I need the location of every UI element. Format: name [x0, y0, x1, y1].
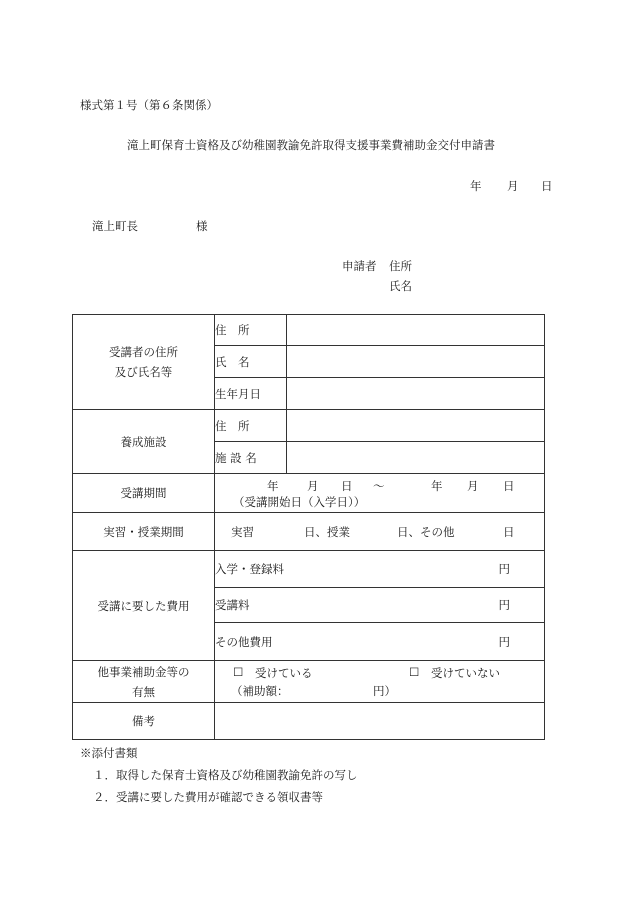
attachments-section [80, 742, 358, 808]
subsidy-amount-end: 円） [373, 683, 396, 698]
remarks-label: 備考 [73, 703, 215, 740]
applicant-name-label: 氏名 [389, 279, 412, 293]
practice-other-text: 日、その他 [397, 524, 455, 539]
attachments-heading: ※添付書類 [80, 746, 138, 760]
subsidy-label-line2: 有無 [132, 684, 155, 699]
applicant-address-label: 住所 [389, 259, 412, 273]
facility-name-field[interactable] [287, 442, 545, 474]
practice-label-text: 実習 [231, 524, 254, 539]
applicant-label: 申請者 [342, 259, 377, 273]
date-day-label: 日 [541, 179, 553, 193]
trainee-address-label: 住 所 [215, 315, 287, 346]
period-tilde: ～ [373, 478, 385, 493]
date-month-label: 月 [507, 179, 519, 193]
subsidy-field [215, 661, 545, 703]
attachment-item-1: １．取得した保育士資格及び幼稚園教諭免許の写し [93, 768, 358, 782]
attachment-item-2: ２．受講に要した費用が確認できる領収書等 [93, 790, 323, 804]
cost-tuition-yen: 円 [498, 598, 510, 612]
receiving-label: 受けている [255, 665, 313, 680]
practice-day-text: 日 [503, 524, 515, 539]
date-year-label: 年 [470, 179, 482, 193]
period-label: 受講期間 [73, 474, 215, 513]
cost-other-label: その他費用 [215, 634, 273, 649]
facility-address-field[interactable] [287, 410, 545, 442]
subsidy-amount-label: （補助額： [231, 683, 289, 698]
cost-enrollment-field[interactable] [215, 551, 545, 588]
period-field[interactable] [215, 474, 545, 513]
subsidy-label-line1: 他事業補助金等の [97, 664, 190, 679]
cost-other-yen: 円 [498, 634, 510, 649]
honorific: 様 [196, 219, 208, 233]
trainee-name-label: 氏 名 [215, 346, 287, 378]
period-start-year: 年 [267, 478, 279, 493]
trainee-label-cell [73, 315, 215, 410]
not-receiving-checkbox[interactable]: ☐ [409, 664, 420, 679]
period-end-month: 月 [467, 478, 479, 493]
trainee-birthdate-label: 生年月日 [215, 378, 287, 410]
form-number: 様式第１号（第６条関係） [80, 98, 218, 112]
not-receiving-label: 受けていない [431, 665, 500, 680]
addressee: 滝上町長 [92, 219, 138, 233]
facility-address-label: 住 所 [215, 410, 287, 442]
period-end-year: 年 [431, 478, 443, 493]
practice-field[interactable] [215, 513, 545, 551]
trainee-name-field[interactable] [287, 346, 545, 378]
cost-other-field[interactable] [215, 623, 545, 661]
cost-tuition-label: 受講料 [215, 598, 250, 612]
subsidy-label-cell [73, 661, 215, 703]
period-start-day: 日 [341, 478, 353, 493]
practice-label: 実習・授業期間 [73, 513, 215, 551]
trainee-address-field[interactable] [287, 315, 545, 346]
document-title: 滝上町保育士資格及び幼稚園教諭免許取得支援事業費補助金交付申請書 [127, 138, 495, 152]
facility-name-label: 施 設 名 [215, 442, 287, 474]
cost-tuition-field[interactable] [215, 588, 545, 623]
trainee-label-line2: 及び氏名等 [114, 365, 173, 379]
cost-enrollment-label: 入学・登録料 [215, 562, 284, 576]
trainee-birthdate-field[interactable] [287, 378, 545, 410]
costs-label: 受講に要した費用 [73, 551, 215, 661]
cost-enrollment-yen: 円 [498, 562, 510, 576]
receiving-checkbox[interactable]: ☐ [233, 664, 244, 679]
trainee-label-line1: 受講者の住所 [109, 345, 178, 359]
remarks-field[interactable] [215, 703, 545, 740]
period-start-month: 月 [307, 478, 319, 493]
application-table [72, 314, 545, 740]
period-note: （受講開始日（入学日）） [233, 494, 366, 509]
facility-label: 養成施設 [73, 410, 215, 474]
period-end-day: 日 [503, 478, 515, 493]
practice-class-text: 日、授業 [304, 524, 350, 539]
